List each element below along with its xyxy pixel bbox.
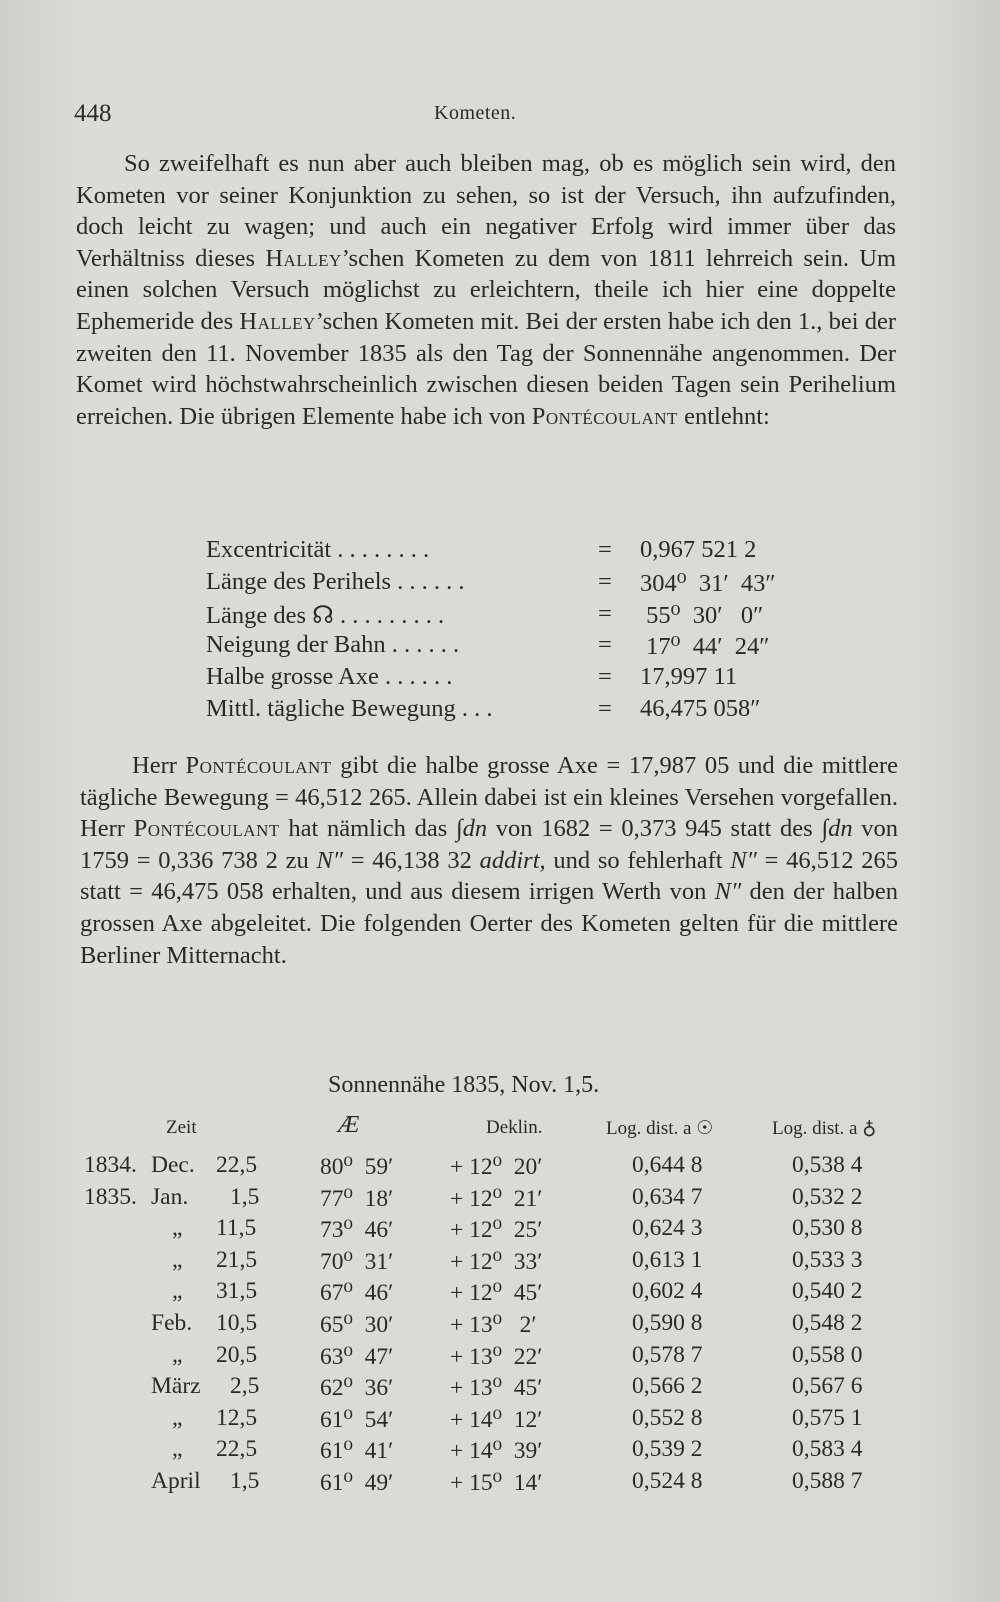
cell-dec: + 13⁰ 22′ xyxy=(450,1343,543,1370)
cell-ld-earth: 0,538 4 xyxy=(792,1152,863,1178)
cell-dec: + 12⁰ 45′ xyxy=(450,1280,543,1307)
cell-ld-earth: 0,540 2 xyxy=(792,1278,863,1305)
cell-ld-earth: 0,583 4 xyxy=(792,1436,863,1463)
equals-sign: = xyxy=(598,694,612,722)
paragraph-2 xyxy=(80,750,898,971)
element-value: 55⁰ 30′ 0″ xyxy=(640,601,764,629)
table-row xyxy=(0,1215,1000,1247)
cell-month: „ xyxy=(172,1278,183,1305)
cell-dec: + 12⁰ 25′ xyxy=(450,1217,543,1244)
cell-dec: + 12⁰ 33′ xyxy=(450,1248,543,1275)
cell-day: 1,5 xyxy=(230,1468,260,1494)
element-row xyxy=(206,568,826,600)
element-value: 17⁰ 44′ 24″ xyxy=(640,633,770,661)
paragraph-1 xyxy=(76,148,896,432)
math-term: N″ xyxy=(714,878,742,906)
element-name: Neigung der Bahn . . . . . . xyxy=(206,631,460,659)
cell-ld-earth: 0,588 7 xyxy=(792,1468,863,1494)
cell-ld-sun: 0,539 2 xyxy=(632,1436,703,1463)
text-run: von 1759 = 0,336 738 2 zu xyxy=(80,815,899,874)
cell-ra: 73⁰ 46′ xyxy=(320,1217,394,1244)
cell-ld-sun: 0,634 7 xyxy=(632,1183,703,1210)
cell-day: 20,5 xyxy=(216,1341,258,1368)
table-row xyxy=(0,1278,1000,1310)
author-name: Pontécoulant xyxy=(531,402,678,430)
text-run: den der halben grossen Axe abgeleitet. Die folgenden Oerter des Kometen gelten für die mittlere Berliner Mitternacht. xyxy=(80,878,898,969)
math-term: N″ xyxy=(730,846,757,874)
table-row xyxy=(0,1436,1000,1468)
table-row xyxy=(0,1184,1000,1216)
cell-ld-earth: 0,567 6 xyxy=(792,1373,863,1400)
text-run: So zweifelhaft es nun aber auch bleiben mag, ob es möglich sein wird, den Kometen vor seiner Konjunktion zu sehen, so ist der Versuch, ihn aufzufinden, doch leicht zu wagen; und auch ein negativer Erfolg wird immer über das Verhältniss dieses xyxy=(76,150,896,272)
cell-day: 1,5 xyxy=(230,1183,260,1210)
text-run: und so fehlerhaft xyxy=(545,846,731,874)
element-name: Mittl. tägliche Bewegung . . . xyxy=(206,694,493,722)
cell-year: 1835. xyxy=(84,1183,137,1210)
cell-month: „ xyxy=(172,1404,183,1431)
cell-ra: 65⁰ 30′ xyxy=(320,1312,394,1338)
text-run: ’schen Kometen mit. Bei der ersten habe ich den 1., bei der zweiten den 11. November 1835 als den Tag der Sonnennähe angenommen. Der Komet wird höchstwahrscheinlich zwischen diesen beiden Tagen sein Perihelium erreichen. Die übrigen Elemente habe ich von xyxy=(76,307,896,430)
cell-ld-sun: 0,552 8 xyxy=(632,1404,703,1431)
cell-day: 22,5 xyxy=(216,1436,258,1463)
cell-ld-earth: 0,548 2 xyxy=(792,1310,863,1336)
cell-dec: + 12⁰ 20′ xyxy=(450,1154,543,1180)
element-row xyxy=(206,695,826,727)
equals-sign: = xyxy=(598,536,612,563)
author-name: Pontécoulant xyxy=(185,752,332,779)
cell-month: „ xyxy=(172,1215,183,1242)
cell-ld-sun: 0,602 4 xyxy=(632,1278,703,1305)
cell-ld-earth: 0,532 2 xyxy=(792,1183,863,1210)
cell-ld-sun: 0,578 7 xyxy=(632,1341,703,1368)
cell-ra: 80⁰ 59′ xyxy=(320,1154,394,1180)
cell-dec: + 13⁰ 2′ xyxy=(450,1312,537,1338)
page-header xyxy=(74,100,894,136)
table-title: Sonnennähe 1835, Nov. 1,5. xyxy=(328,1072,600,1098)
cell-ld-sun: 0,590 8 xyxy=(632,1310,703,1336)
table-row xyxy=(0,1247,1000,1279)
element-value: 46,475 058″ xyxy=(640,694,761,722)
element-row xyxy=(206,631,826,663)
col-header-log-dist-earth: Log. dist. a ♁ xyxy=(772,1118,877,1139)
cell-dec: + 15⁰ 14′ xyxy=(450,1470,543,1496)
math-term: ∫dn xyxy=(455,815,488,843)
cell-month: „ xyxy=(172,1341,183,1368)
paragraph-2-text xyxy=(80,750,898,971)
table-row xyxy=(0,1373,1000,1405)
table-row xyxy=(0,1310,1000,1342)
orbital-elements-list xyxy=(206,536,826,727)
equals-sign: = xyxy=(598,663,612,691)
cell-month: Jan. xyxy=(151,1183,189,1210)
text-run: = 46,138 32 xyxy=(343,846,480,874)
cell-ra: 61⁰ 49′ xyxy=(320,1470,394,1496)
element-name: Excentricität . . . . . . . . xyxy=(206,536,430,563)
equals-sign: = xyxy=(598,567,612,595)
col-header-ra: Æ xyxy=(338,1112,360,1138)
cell-ld-earth: 0,533 3 xyxy=(792,1246,863,1273)
cell-ld-sun: 0,524 8 xyxy=(632,1468,703,1494)
text-run: Herr xyxy=(132,752,186,779)
cell-month: „ xyxy=(172,1436,183,1463)
table-row xyxy=(0,1468,1000,1500)
col-header-log-dist-sun: Log. dist. a ☉ xyxy=(606,1118,714,1139)
emphasis: addirt, xyxy=(479,846,546,874)
text-run: = 46,512 265 statt = 46,475 058 erhalten, und aus diesem irrigen Werth von xyxy=(80,846,898,906)
table-row xyxy=(0,1152,1000,1184)
cell-ra: 61⁰ 41′ xyxy=(320,1438,394,1465)
author-name: Pontécoulant xyxy=(133,815,280,843)
table-row xyxy=(0,1342,1000,1374)
cell-month: „ xyxy=(172,1246,183,1273)
cell-day: 12,5 xyxy=(216,1404,258,1431)
cell-month: Feb. xyxy=(151,1310,193,1336)
cell-dec: + 13⁰ 45′ xyxy=(450,1375,543,1402)
element-value: 17,997 11 xyxy=(640,663,738,691)
cell-month: März xyxy=(151,1373,201,1400)
element-value: 304⁰ 31′ 43″ xyxy=(640,569,776,597)
cell-ra: 77⁰ 18′ xyxy=(320,1185,394,1212)
text-run: entlehnt: xyxy=(677,402,770,430)
cell-ra: 61⁰ 54′ xyxy=(320,1406,394,1433)
element-row xyxy=(206,536,826,568)
cell-day: 10,5 xyxy=(216,1310,258,1336)
text-run: hat nämlich das xyxy=(279,815,456,843)
cell-month: April xyxy=(151,1468,201,1494)
cell-ld-earth: 0,575 1 xyxy=(792,1404,863,1431)
cell-ra: 62⁰ 36′ xyxy=(320,1375,394,1402)
element-row xyxy=(206,663,826,695)
math-term: ∫dn xyxy=(821,815,853,843)
cell-year: 1834. xyxy=(84,1152,137,1178)
table-row xyxy=(0,1405,1000,1437)
element-name: Länge des Perihels . . . . . . xyxy=(206,567,465,595)
cell-ld-earth: 0,530 8 xyxy=(792,1215,863,1242)
cell-day: 2,5 xyxy=(230,1373,260,1400)
equals-sign: = xyxy=(598,631,612,659)
author-name: Halley xyxy=(265,244,342,272)
running-head: Kometen. xyxy=(434,102,517,124)
cell-ld-sun: 0,644 8 xyxy=(632,1152,703,1178)
cell-dec: + 12⁰ 21′ xyxy=(450,1185,543,1212)
cell-ra: 67⁰ 46′ xyxy=(320,1280,394,1307)
text-run: von 1682 = 0,373 945 statt des xyxy=(487,815,822,843)
author-name: Halley xyxy=(239,307,316,335)
text-run: gibt die halbe grosse Axe = 17,987 05 und die mittlere tägliche Bewegung = 46,512 265. Allein dabei ist ein kleines Versehen vorgefallen. Herr xyxy=(80,752,899,843)
element-name: Halbe grosse Axe . . . . . . xyxy=(206,663,453,691)
math-term: N″ xyxy=(316,846,343,874)
page-number: 448 xyxy=(74,100,112,127)
paragraph-1-text xyxy=(76,148,896,432)
equals-sign: = xyxy=(598,599,612,627)
cell-ra: 63⁰ 47′ xyxy=(320,1343,394,1370)
col-header-zeit: Zeit xyxy=(166,1117,197,1138)
cell-month: Dec. xyxy=(151,1152,195,1178)
cell-ld-sun: 0,613 1 xyxy=(632,1246,703,1273)
cell-ld-earth: 0,558 0 xyxy=(792,1341,863,1368)
cell-dec: + 14⁰ 12′ xyxy=(450,1406,543,1433)
text-run: ’schen Kometen zu dem von 1811 lehrreich sein. Um einen solchen Versuch möglichst zu erleichtern, theile ich hier eine doppelte Ephemeride des xyxy=(76,244,897,335)
element-value: 0,967 521 2 xyxy=(640,536,757,563)
cell-day: 31,5 xyxy=(216,1278,258,1305)
cell-ld-sun: 0,566 2 xyxy=(632,1373,703,1400)
cell-day: 21,5 xyxy=(216,1246,258,1273)
element-name: Länge des ☊ . . . . . . . . . xyxy=(206,601,445,629)
cell-day: 22,5 xyxy=(216,1152,258,1178)
cell-dec: + 14⁰ 39′ xyxy=(450,1438,543,1465)
element-row xyxy=(206,600,826,632)
cell-day: 11,5 xyxy=(216,1215,257,1242)
cell-ld-sun: 0,624 3 xyxy=(632,1215,703,1242)
col-header-dec: Deklin. xyxy=(486,1117,543,1138)
cell-ra: 70⁰ 31′ xyxy=(320,1248,394,1275)
